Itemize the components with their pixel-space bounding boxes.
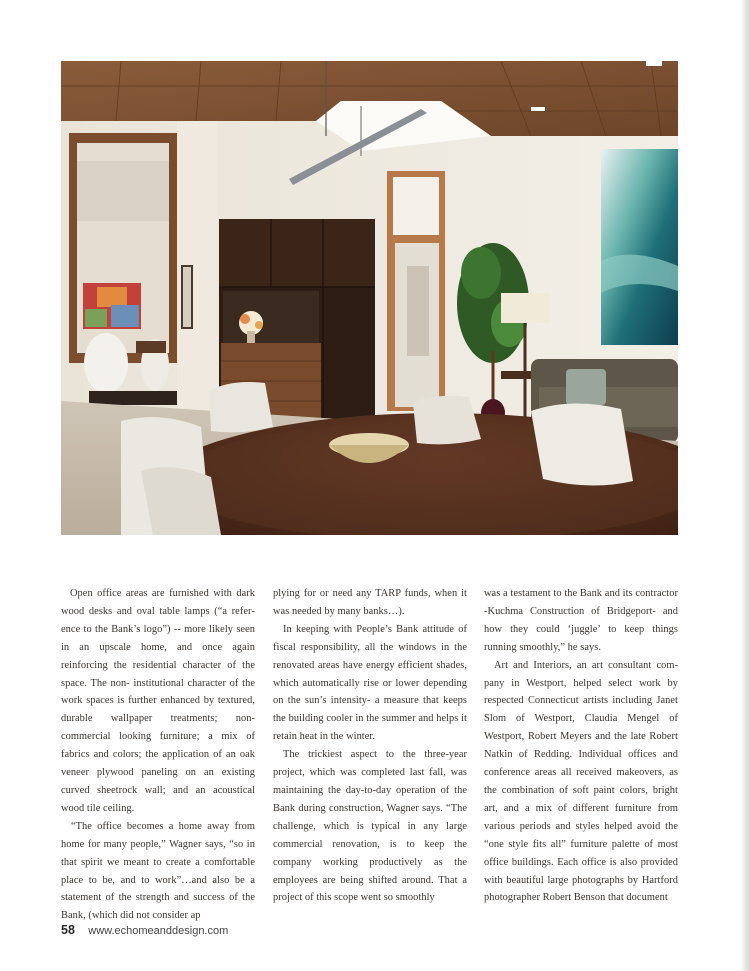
article-column-1 — [61, 585, 255, 925]
page-footer — [61, 923, 228, 937]
paragraph: was a testament to the Bank and its contractor -Kuchma Construction of Bridgeport- and how they could ‘juggle’ to keep things running smoothly,” he says. — [484, 588, 678, 653]
article-column-3 — [484, 585, 678, 907]
paragraph: In keeping with People’s Bank attitude of fiscal responsibility, all the windows in the renovated areas have energy efficient shades, which automatically rise or lower depending on the sun’s intensity- a measure that keeps the building cooler in the summer and helps it retain heat in the winter. — [273, 623, 467, 743]
website-link[interactable]: www.echomeanddesign.com — [88, 925, 229, 937]
paragraph: The trickiest aspect to the three-year project, which was completed last fall, was maintaining the day-to-day operation of the Bank during construction, Wagner says. “The challenge, which is typical in any large commercial renovation, is to keep the company working productively as the employees are being shifted around. That a project of this scope went so smoothly — [273, 749, 467, 904]
article-column-2 — [273, 585, 467, 907]
interior-photo — [61, 61, 678, 535]
paragraph: plying for or need any TARP funds, when it was needed by many banks…). — [273, 588, 467, 617]
page-number: 58 — [61, 923, 75, 937]
paragraph: Open office areas are furnished with dark wood desks and oval table lamps (“a reference to the Bank’s logo”) -- more likely seen in an upscale home, and once again reinforcing the residential character of the space. The non- institutional character of the work spaces is further enhanced by textured, durable wallpaper treatments; non-commercial looking furniture; a mix of fabrics and colors; the application of an oak veneer plywood paneling on an existing curved sheetrock wall; and an acoustical wood tile ceiling. — [61, 588, 255, 814]
paragraph: “The office becomes a home away from home for many people,” Wagner says, “so in that spirit we meant to create a comfortable place to be, and to work”…and also be a statement of the strength and success of the Bank, (which did not consider ap — [61, 820, 255, 922]
page-spine-shadow — [741, 0, 750, 971]
paragraph: Art and Interiors, an art consultant company in Westport, helped select work by respected Connecticut artists including Janet Slom of Westport, Claudia Mengel of Westport, Robert Meyers and the late Robert Natkin of Redding. Individual offices and conference areas all received makeovers, as the combination of soft paint colors, bright art, and a mix of different furniture from various periods and styles helped avoid the “one style fits all” furniture palette of most office buildings. Each office is also provided with beautiful large photographs by Hartford photographer Robert Benson that document — [484, 659, 678, 904]
